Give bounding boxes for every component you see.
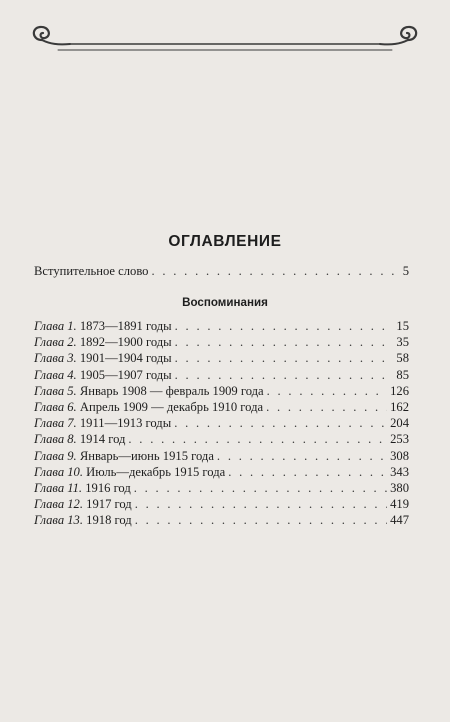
chapter-label bbox=[34, 512, 132, 528]
toc-row-chapter bbox=[34, 334, 409, 350]
dot-leader bbox=[175, 334, 394, 350]
dot-leader bbox=[267, 383, 387, 399]
chapter-page: 35 bbox=[396, 335, 409, 350]
section-title: Воспоминания bbox=[182, 296, 268, 309]
chapter-title: 1911—1913 годы bbox=[79, 416, 172, 431]
toc-row-chapter bbox=[34, 415, 409, 431]
dot-leader bbox=[134, 480, 387, 496]
chapter-number: Глава 3. bbox=[34, 351, 77, 366]
chapter-title: Январь—июнь 1915 года bbox=[79, 448, 214, 463]
chapter-page: 58 bbox=[396, 351, 409, 366]
chapter-label bbox=[34, 334, 172, 350]
toc-row-chapter bbox=[34, 383, 409, 399]
chapter-title: 1892—1900 годы bbox=[79, 335, 172, 350]
chapter-page: 253 bbox=[390, 432, 409, 447]
chapter-number: Глава 9. bbox=[34, 448, 77, 463]
chapter-page: 343 bbox=[390, 464, 409, 479]
chapter-page: 204 bbox=[390, 416, 409, 431]
dot-leader bbox=[175, 350, 394, 366]
chapter-label bbox=[34, 448, 214, 464]
toc-row-chapter bbox=[34, 496, 409, 512]
chapter-number: Глава 7. bbox=[34, 416, 77, 431]
chapter-title: Январь 1908 — февраль 1909 года bbox=[79, 383, 264, 398]
chapter-number: Глава 11. bbox=[34, 481, 83, 496]
dot-leader bbox=[217, 448, 387, 464]
chapter-label bbox=[34, 431, 125, 447]
chapter-title: 1873—1891 годы bbox=[79, 319, 172, 333]
chapter-number: Глава 2. bbox=[34, 335, 77, 350]
intro-page: 5 bbox=[402, 264, 409, 278]
toc-row-chapter bbox=[34, 431, 409, 447]
chapter-title: 1901—1904 годы bbox=[79, 351, 172, 366]
intro-label: Вступительное слово bbox=[34, 264, 149, 278]
dot-leader bbox=[266, 399, 387, 415]
chapter-number: Глава 12. bbox=[34, 497, 84, 512]
chapter-label bbox=[34, 383, 264, 399]
toc-row-intro bbox=[34, 263, 409, 279]
chapter-title: 1918 год bbox=[86, 513, 132, 528]
chapter-number: Глава 6. bbox=[34, 400, 77, 415]
dot-leader bbox=[174, 415, 387, 431]
chapter-label bbox=[34, 415, 171, 431]
chapter-title: 1916 год bbox=[85, 481, 131, 496]
chapter-label bbox=[34, 464, 225, 480]
toc-row-chapter bbox=[34, 367, 409, 383]
chapter-page: 85 bbox=[396, 367, 409, 382]
chapter-page: 380 bbox=[390, 481, 409, 496]
toc-row-chapter bbox=[34, 448, 409, 464]
chapter-label bbox=[34, 496, 132, 512]
dot-leader bbox=[128, 431, 387, 447]
chapter-list bbox=[34, 318, 409, 529]
chapter-label bbox=[34, 480, 131, 496]
chapter-title: 1917 год bbox=[86, 497, 132, 512]
chapter-number: Глава 13. bbox=[34, 513, 84, 528]
chapter-number: Глава 10. bbox=[34, 464, 84, 479]
dot-leader bbox=[135, 512, 387, 528]
toc-row-chapter bbox=[34, 350, 409, 366]
chapter-label bbox=[34, 350, 172, 366]
chapter-page: 419 bbox=[390, 497, 409, 512]
chapter-page: 126 bbox=[390, 383, 409, 398]
chapter-page: 162 bbox=[390, 400, 409, 415]
chapter-label bbox=[34, 399, 263, 415]
chapter-number: Глава 1. bbox=[34, 319, 77, 333]
chapter-page: 308 bbox=[390, 448, 409, 463]
dot-leader bbox=[151, 263, 399, 279]
toc-row-chapter bbox=[34, 399, 409, 415]
toc-row-chapter bbox=[34, 480, 409, 496]
dot-leader bbox=[135, 496, 387, 512]
chapter-title: Июль—декабрь 1915 года bbox=[86, 464, 226, 479]
chapter-label bbox=[34, 318, 172, 334]
chapter-label bbox=[34, 367, 172, 383]
chapter-title: 1914 год bbox=[79, 432, 126, 447]
chapter-title: 1905—1907 годы bbox=[79, 367, 172, 382]
toc-heading: ОГЛАВЛЕНИЕ bbox=[168, 233, 282, 250]
chapter-number: Глава 5. bbox=[34, 383, 77, 398]
chapter-page: 15 bbox=[396, 319, 409, 333]
header-ornament bbox=[28, 22, 422, 56]
dot-leader bbox=[175, 367, 394, 383]
chapter-page: 447 bbox=[390, 513, 409, 528]
intro-entry bbox=[34, 263, 409, 279]
chapter-number: Глава 8. bbox=[34, 432, 77, 447]
toc-row-chapter bbox=[34, 464, 409, 480]
chapter-number: Глава 4. bbox=[34, 367, 77, 382]
chapter-title: Апрель 1909 — декабрь 1910 года bbox=[79, 400, 264, 415]
toc-row-chapter bbox=[34, 512, 409, 528]
dot-leader bbox=[175, 318, 394, 334]
dot-leader bbox=[228, 464, 387, 480]
toc-row-chapter bbox=[34, 318, 409, 334]
